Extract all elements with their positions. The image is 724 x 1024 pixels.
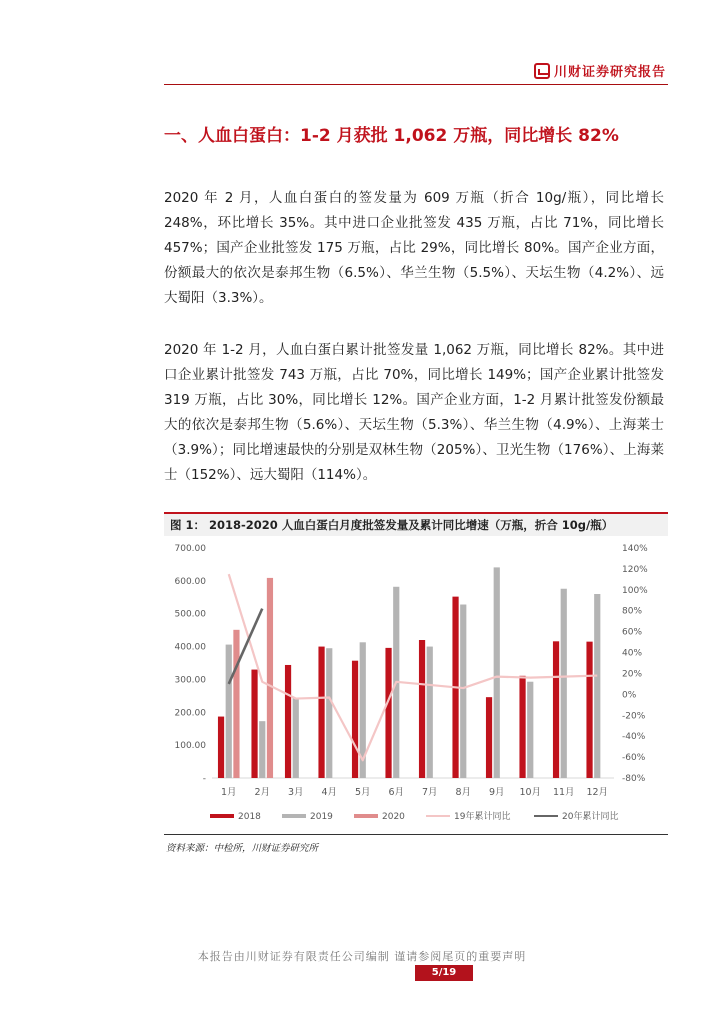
y-left-tick-label: 700.00 xyxy=(174,544,206,554)
bar-2019-11月 xyxy=(561,589,567,778)
bar-2018-3月 xyxy=(285,665,291,778)
y-right-tick-label: 20% xyxy=(622,669,643,680)
figure-source: 资料来源：中检所，川财证券研究所 xyxy=(166,843,319,854)
bar-2019-3月 xyxy=(293,698,299,779)
y-right-tick-label: 0% xyxy=(622,690,637,701)
y-right-tick-label: 80% xyxy=(622,606,643,617)
legend-label-20年累计同比: 20年累计同比 xyxy=(562,812,619,822)
line-19年累计同比 xyxy=(229,574,598,760)
x-tick-label: 7月 xyxy=(421,787,438,798)
bar-2018-11月 xyxy=(553,641,559,778)
legend-label-2018: 2018 xyxy=(238,812,261,822)
x-tick-label: 1月 xyxy=(220,787,237,798)
bar-2018-4月 xyxy=(318,647,324,778)
y-right-tick-label: -40% xyxy=(622,732,646,743)
y-right-tick-label: -60% xyxy=(622,753,646,764)
bar-2018-12月 xyxy=(586,642,592,778)
bar-2020-2月 xyxy=(267,578,273,778)
bar-2018-6月 xyxy=(385,648,391,778)
bar-2019-9月 xyxy=(494,567,500,778)
legend-label-2020: 2020 xyxy=(382,812,405,822)
x-tick-label: 3月 xyxy=(287,787,304,798)
bar-2018-5月 xyxy=(352,661,358,778)
y-left-tick-label: 500.00 xyxy=(174,609,206,620)
brand-icon xyxy=(534,63,550,79)
source-rule xyxy=(164,834,668,835)
legend-label-19年累计同比: 19年累计同比 xyxy=(454,812,511,822)
footer-disclaimer: 本报告由川财证券有限责任公司编制 谨请参阅尾页的重要声明 xyxy=(197,950,527,963)
x-tick-label: 2月 xyxy=(254,787,271,798)
y-left-tick-label: - xyxy=(202,774,206,784)
y-right-tick-label: -20% xyxy=(622,711,646,722)
y-right-tick-label: 40% xyxy=(622,648,643,659)
bar-2019-8月 xyxy=(460,605,466,778)
bar-2018-2月 xyxy=(251,670,257,778)
legend-swatch-2020 xyxy=(354,814,378,818)
bar-2018-9月 xyxy=(486,697,492,778)
bar-2019-2月 xyxy=(259,721,265,778)
x-tick-label: 8月 xyxy=(455,787,472,798)
x-tick-label: 12月 xyxy=(586,787,609,798)
y-right-tick-label: 60% xyxy=(622,627,643,638)
bar-2018-7月 xyxy=(419,640,425,778)
brand-name: 川财证券研究报告 xyxy=(553,65,666,80)
y-left-tick-label: 300.00 xyxy=(174,675,206,686)
bar-2018-1月 xyxy=(218,717,224,778)
legend-swatch-2018 xyxy=(210,814,234,818)
y-right-tick-label: 120% xyxy=(622,564,648,575)
figure-title-bar xyxy=(164,512,668,536)
bar-2020-1月 xyxy=(233,630,239,778)
section-title: 一、人血白蛋白：1-2 月获批 1,062 万瓶，同比增长 82% xyxy=(164,126,619,146)
x-tick-label: 6月 xyxy=(388,787,405,798)
legend-label-2019: 2019 xyxy=(310,812,333,822)
monthly-batch-release-chart xyxy=(164,536,668,832)
brand-logo xyxy=(534,61,666,80)
bar-2019-12月 xyxy=(594,594,600,778)
paragraph-feb: 2020 年 2 月，人血白蛋白的签发量为 609 万瓶（折合 10g/瓶），同比增长 248%，环比增长 35%。其中进口企业批签发 435 万瓶，占比 71%，同比增长 457%；国产企业批签发 175 万瓶，占比 29%，同比增长 80%。国产企业方面，份额最大的依次是泰邦生物（6.5%）、华兰生物（5.5%）、天坛生物（4.2%）、远大蜀阳（3.3%）。 xyxy=(164,190,664,306)
figure-title: 图 1： 2018-2020 人血白蛋白月度批签发量及累计同比增速（万瓶，折合 10g/瓶） xyxy=(170,518,614,532)
bar-2019-1月 xyxy=(226,645,232,778)
legend-swatch-2019 xyxy=(282,814,306,818)
y-left-tick-label: 600.00 xyxy=(174,576,206,587)
x-tick-label: 10月 xyxy=(519,787,542,798)
bar-2019-10月 xyxy=(527,682,533,778)
bar-2019-4月 xyxy=(326,648,332,778)
y-right-tick-label: -80% xyxy=(622,774,646,784)
paragraph-jan-feb: 2020 年 1-2 月，人血白蛋白累计批签发量 1,062 万瓶，同比增长 82%。其中进口企业累计批签发 743 万瓶，占比 70%，同比增长 149%；国产企业累计批签发 319 万瓶，占比 30%，同比增长 12%。国产企业方面，1-2 月累计批签发份额最大的依次是泰邦生物（5.6%）、天坛生物（5.3%）、华兰生物（4.9%）、上海莱士（3.9%）；同比增速最快的分别是双林生物（205%）、卫光生物（176%）、上海莱士（152%）、远大蜀阳（114%）。 xyxy=(164,342,664,483)
x-tick-label: 11月 xyxy=(552,787,575,798)
y-left-tick-label: 400.00 xyxy=(174,642,206,653)
y-left-tick-label: 200.00 xyxy=(174,708,206,719)
x-tick-label: 4月 xyxy=(321,787,338,798)
bar-2019-7月 xyxy=(427,647,433,778)
bar-2018-10月 xyxy=(519,676,525,778)
y-left-tick-label: 100.00 xyxy=(174,741,206,752)
x-tick-label: 9月 xyxy=(488,787,505,798)
x-tick-label: 5月 xyxy=(354,787,371,798)
page-number: 5/19 xyxy=(415,965,473,981)
header-rule xyxy=(164,84,668,85)
y-right-tick-label: 100% xyxy=(622,585,648,596)
y-right-tick-label: 140% xyxy=(622,544,648,554)
